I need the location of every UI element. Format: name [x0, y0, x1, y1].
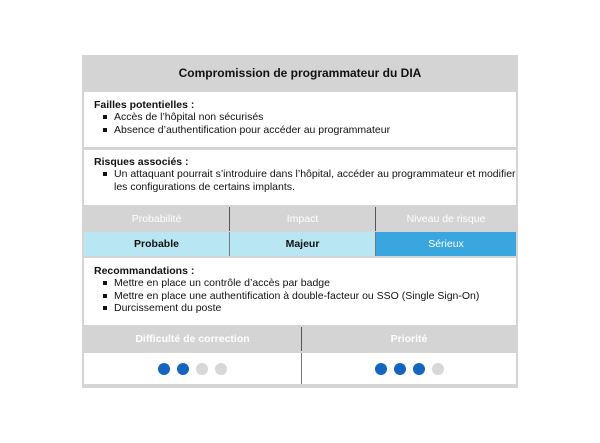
difficulty-dots: [158, 363, 227, 375]
risk-card: [82, 55, 518, 388]
difficulty-rating: [84, 353, 301, 384]
rating-dot-filled: [413, 363, 425, 375]
priority-rating: [301, 353, 516, 384]
probability-value: Probable: [84, 232, 229, 256]
difficulty-header: Difficulté de correction: [84, 327, 301, 351]
rating-dot-filled: [394, 363, 406, 375]
list-item: Un attaquant pourrait s’introduire dans l’hôpital, accéder au programmateur et modifier les configurations de certains implants.: [94, 168, 516, 193]
probability-header: Probabilité: [84, 207, 229, 231]
ratings-value-row: [84, 353, 516, 384]
assessment-value-row: [84, 232, 516, 256]
priority-header: Priorité: [301, 327, 516, 351]
rating-dot-filled: [177, 363, 189, 375]
rating-dot-filled: [375, 363, 387, 375]
impact-header: Impact: [229, 207, 375, 231]
rating-dot-empty: [215, 363, 227, 375]
rating-dot-empty: [196, 363, 208, 375]
failles-list: [94, 111, 516, 136]
list-item: Mettre en place un contrôle d’accès par badge: [94, 277, 516, 290]
failles-section: [84, 92, 516, 147]
assessment-header-row: [84, 207, 516, 231]
rating-dot-empty: [432, 363, 444, 375]
impact-value: Majeur: [229, 232, 375, 256]
list-item: Mettre en place une authentification à double-facteur ou SSO (Single Sign-On): [94, 290, 516, 303]
card-title: Compromission de programmateur du DIA: [178, 65, 422, 80]
list-item: Durcissement du poste: [94, 302, 516, 315]
list-item: Absence d’authentification pour accéder au programmateur: [94, 124, 516, 137]
ratings-header-row: [84, 327, 516, 351]
risques-list: [94, 168, 516, 193]
recommandations-heading: Recommandations :: [94, 265, 195, 277]
recommandations-section: [84, 258, 516, 325]
risk-level-header: Niveau de risque: [375, 207, 516, 231]
risk-level-value: Sérieux: [375, 232, 516, 256]
rating-dot-filled: [158, 363, 170, 375]
risques-heading: Risques associés :: [94, 156, 189, 168]
failles-heading: Failles potentielles :: [94, 99, 195, 111]
priority-dots: [375, 363, 444, 375]
risques-section: [84, 150, 516, 205]
list-item: Accès de l’hôpital non sécurisés: [94, 111, 516, 124]
recommandations-list: [94, 277, 516, 315]
